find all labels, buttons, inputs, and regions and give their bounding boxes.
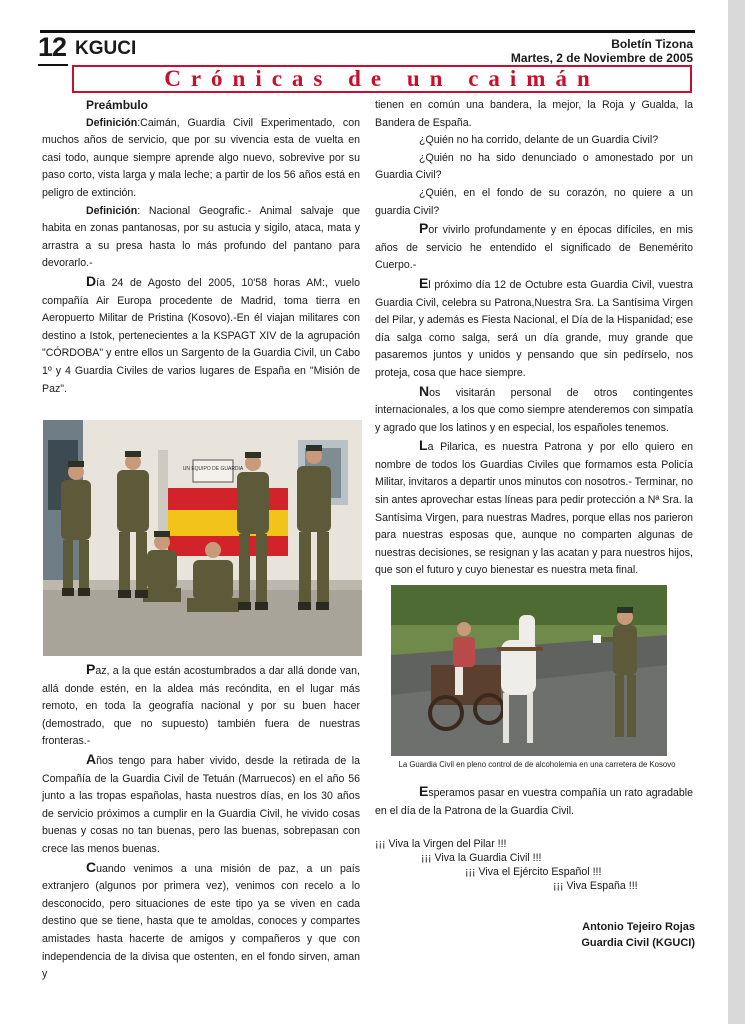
issue-info	[511, 37, 693, 65]
paragraph: Años tengo para haber vivido, desde la retirada de la Compañía de la Guardia Civil de Tetuán (Marruecos) en el año 56 junto a las tropas españolas, hasta nuestros días, en los 30 años de servicio próximos a cumplir en la Guardia Civil, he vivido cosas buenas y cosas no tan buenas, pero las buenas, sobrepasan con crece las menos buenas.	[42, 750, 360, 855]
drop-letter: D	[86, 272, 97, 289]
cheers-list	[375, 837, 638, 893]
photo-caption: La Guardia Civil en pleno control de de alcoholemia en una carretera de Kosovo	[398, 760, 676, 769]
paragraph: Día 24 de Agosto del 2005, 10'58 horas AM:, vuelo compañía Air Europa procedente de Madrid, toma tierra en Aeropuerto Militar de Pristina (Kosovo).-En él viajan militares con destino a Istok, pertenecientes a la KSPAGT XIV de la agrupación "CÓRDOBA" y entre ellos un Sargento de la Guardia Civil, un Cabo 1º y 4 Guardia Civiles de varios lugares de España en "Misión de Paz".	[42, 272, 360, 395]
drop-letter: N	[419, 382, 430, 399]
page-number-underline	[38, 64, 68, 66]
author-role: Guardia Civil (KGUCI)	[581, 937, 695, 949]
paragraph: Paz, a la que están acostumbrados a dar allá donde van, allá donde estén, en la aldea más recóndita, en el lugar más remoto, en toda la geografía nacional y por su buen hacer (demostrado, que no supuesto) también fuera de nuestras fronteras.-	[42, 661, 360, 748]
drop-letter: L	[419, 437, 428, 454]
cheer-line: ¡¡¡ Viva la Virgen del Pilar !!!	[375, 838, 507, 850]
article-title: Crónicas de un caimán	[72, 65, 692, 93]
drop-letter: A	[86, 750, 97, 767]
page-edge	[728, 0, 745, 1024]
paragraph: Por vivirlo profundamente y en épocas difíciles, en mis años de servicio he entendido el significado de Benemérito Cuerpo.-	[375, 220, 693, 272]
question: ¿Quién no ha sido denunciado o amonestado por un Guardia Civil?	[375, 151, 693, 182]
roadside-photo	[391, 585, 667, 756]
header-rule	[40, 30, 695, 33]
question: ¿Quién, en el fondo de su corazón, no quiere a un guardia Civil?	[375, 186, 693, 217]
paragraph: Nos visitarán personal de otros contingentes internacionales, a los que como siempre atenderemos con simpatía y agrado que los latinos y en especial, los españoles tenemos.	[375, 382, 693, 434]
paragraph: Definición: Nacional Geografic.- Animal salvaje que habita en zonas pantanosas, por su astucia y sigilo, ataca, mata y arrastra a su presa hasta lo más profundo del pantano para devorarlo.-	[42, 204, 360, 270]
question: ¿Quién no ha corrido, delante de un Guardia Civil?	[419, 134, 659, 147]
author-signature	[581, 919, 695, 951]
drop-letter: E	[419, 274, 429, 291]
closing-paragraph: Esperamos pasar en vuestra compañía un rato agradable en el día de la Patrona de la Guardia Civil.	[375, 783, 693, 817]
brand-name: KGUCI	[75, 38, 137, 59]
drop-letter: C	[86, 858, 97, 875]
paragraph: Cuando venimos a una misión de paz, a un país extranjero (algunos por primera vez), venimos con recelo a lo desconocido, pero situaciones de este tipo ya se viven en cada destino que se tiene, hasta que te amoldas, conoces y compartes amistades hasta hacerte de amigos y compañeros y que con independencia de la divisa que ostenten, en el fondo sirven, aman y	[42, 858, 360, 981]
horse-cart-image	[391, 585, 667, 756]
drop-letter: P	[86, 661, 96, 677]
drop-letter: P	[419, 220, 429, 237]
cheer-line: ¡¡¡ Viva el Ejército Español !!!	[465, 866, 602, 878]
page-number: 12	[38, 32, 67, 62]
soldiers-group-image	[43, 420, 362, 656]
issue-date: Martes, 2 de Noviembre de 2005	[510, 51, 693, 65]
svg-text:UN EQUIPO DE GUARDIA: UN EQUIPO DE GUARDIA	[182, 466, 244, 472]
right-column-top	[375, 97, 693, 580]
author-name: Antonio Tejeiro Rojas	[582, 921, 695, 933]
left-column-top	[42, 97, 360, 398]
paragraph: Definición:Caimán, Guardia Civil Experimentado, con muchos años de servicio, que por su vivencia esta de vuelta en casi todo, aunque siempre aprende algo nuevo, sobrevive por su paso corto, vista larga y mala leche; a partir de los 56 años está en peligro de extinción.	[42, 116, 360, 199]
cheer-line: ¡¡¡ Viva la Guardia Civil !!!	[421, 852, 542, 864]
paragraph: El próximo día 12 de Octubre esta Guardia Civil, vuestra Guardia Civil, celebra su Patrona,Nuestra Sra. La Santísima Virgen del Pilar, y además es Fiesta Nacional, el Día de la Hispanidad; ese día salga como salga, será un día grande, muy grande que pasaremos juntos y unidos y pensando que sin pedírselo, nos proteja, cosa que hace siempre.	[375, 274, 693, 379]
drop-letter: E	[419, 783, 429, 799]
paragraph: La Pilarica, es nuestra Patrona y por ello quiero en nombre de todos los Guardias Civiles que formamos esta Policía Militar, invitaros a departir unos minutos con nosotros.- Terminar, no sin antes aprovechar estas líneas para pedir protección a Nª Sra. la Santísima Virgen, para nuestras Madres, porque ellas nos parieron para nuestras esposas que, aunque no comparten algunas de nuestras decisiones, se resignan y las acatan y para nuestros hijos, que son el futuro y cuyo bienestar es nuestra meta final.	[375, 437, 693, 577]
left-column-bottom	[42, 661, 360, 984]
paragraph: tienen en común una bandera, la mejor, la Roja y Gualda, la Bandera de España.	[375, 99, 693, 129]
section-heading: Preámbulo	[86, 98, 149, 112]
publication-name: Boletín Tizona	[611, 37, 693, 51]
cheer-line: ¡¡¡ Viva España !!!	[553, 880, 638, 892]
group-photo	[43, 420, 362, 656]
